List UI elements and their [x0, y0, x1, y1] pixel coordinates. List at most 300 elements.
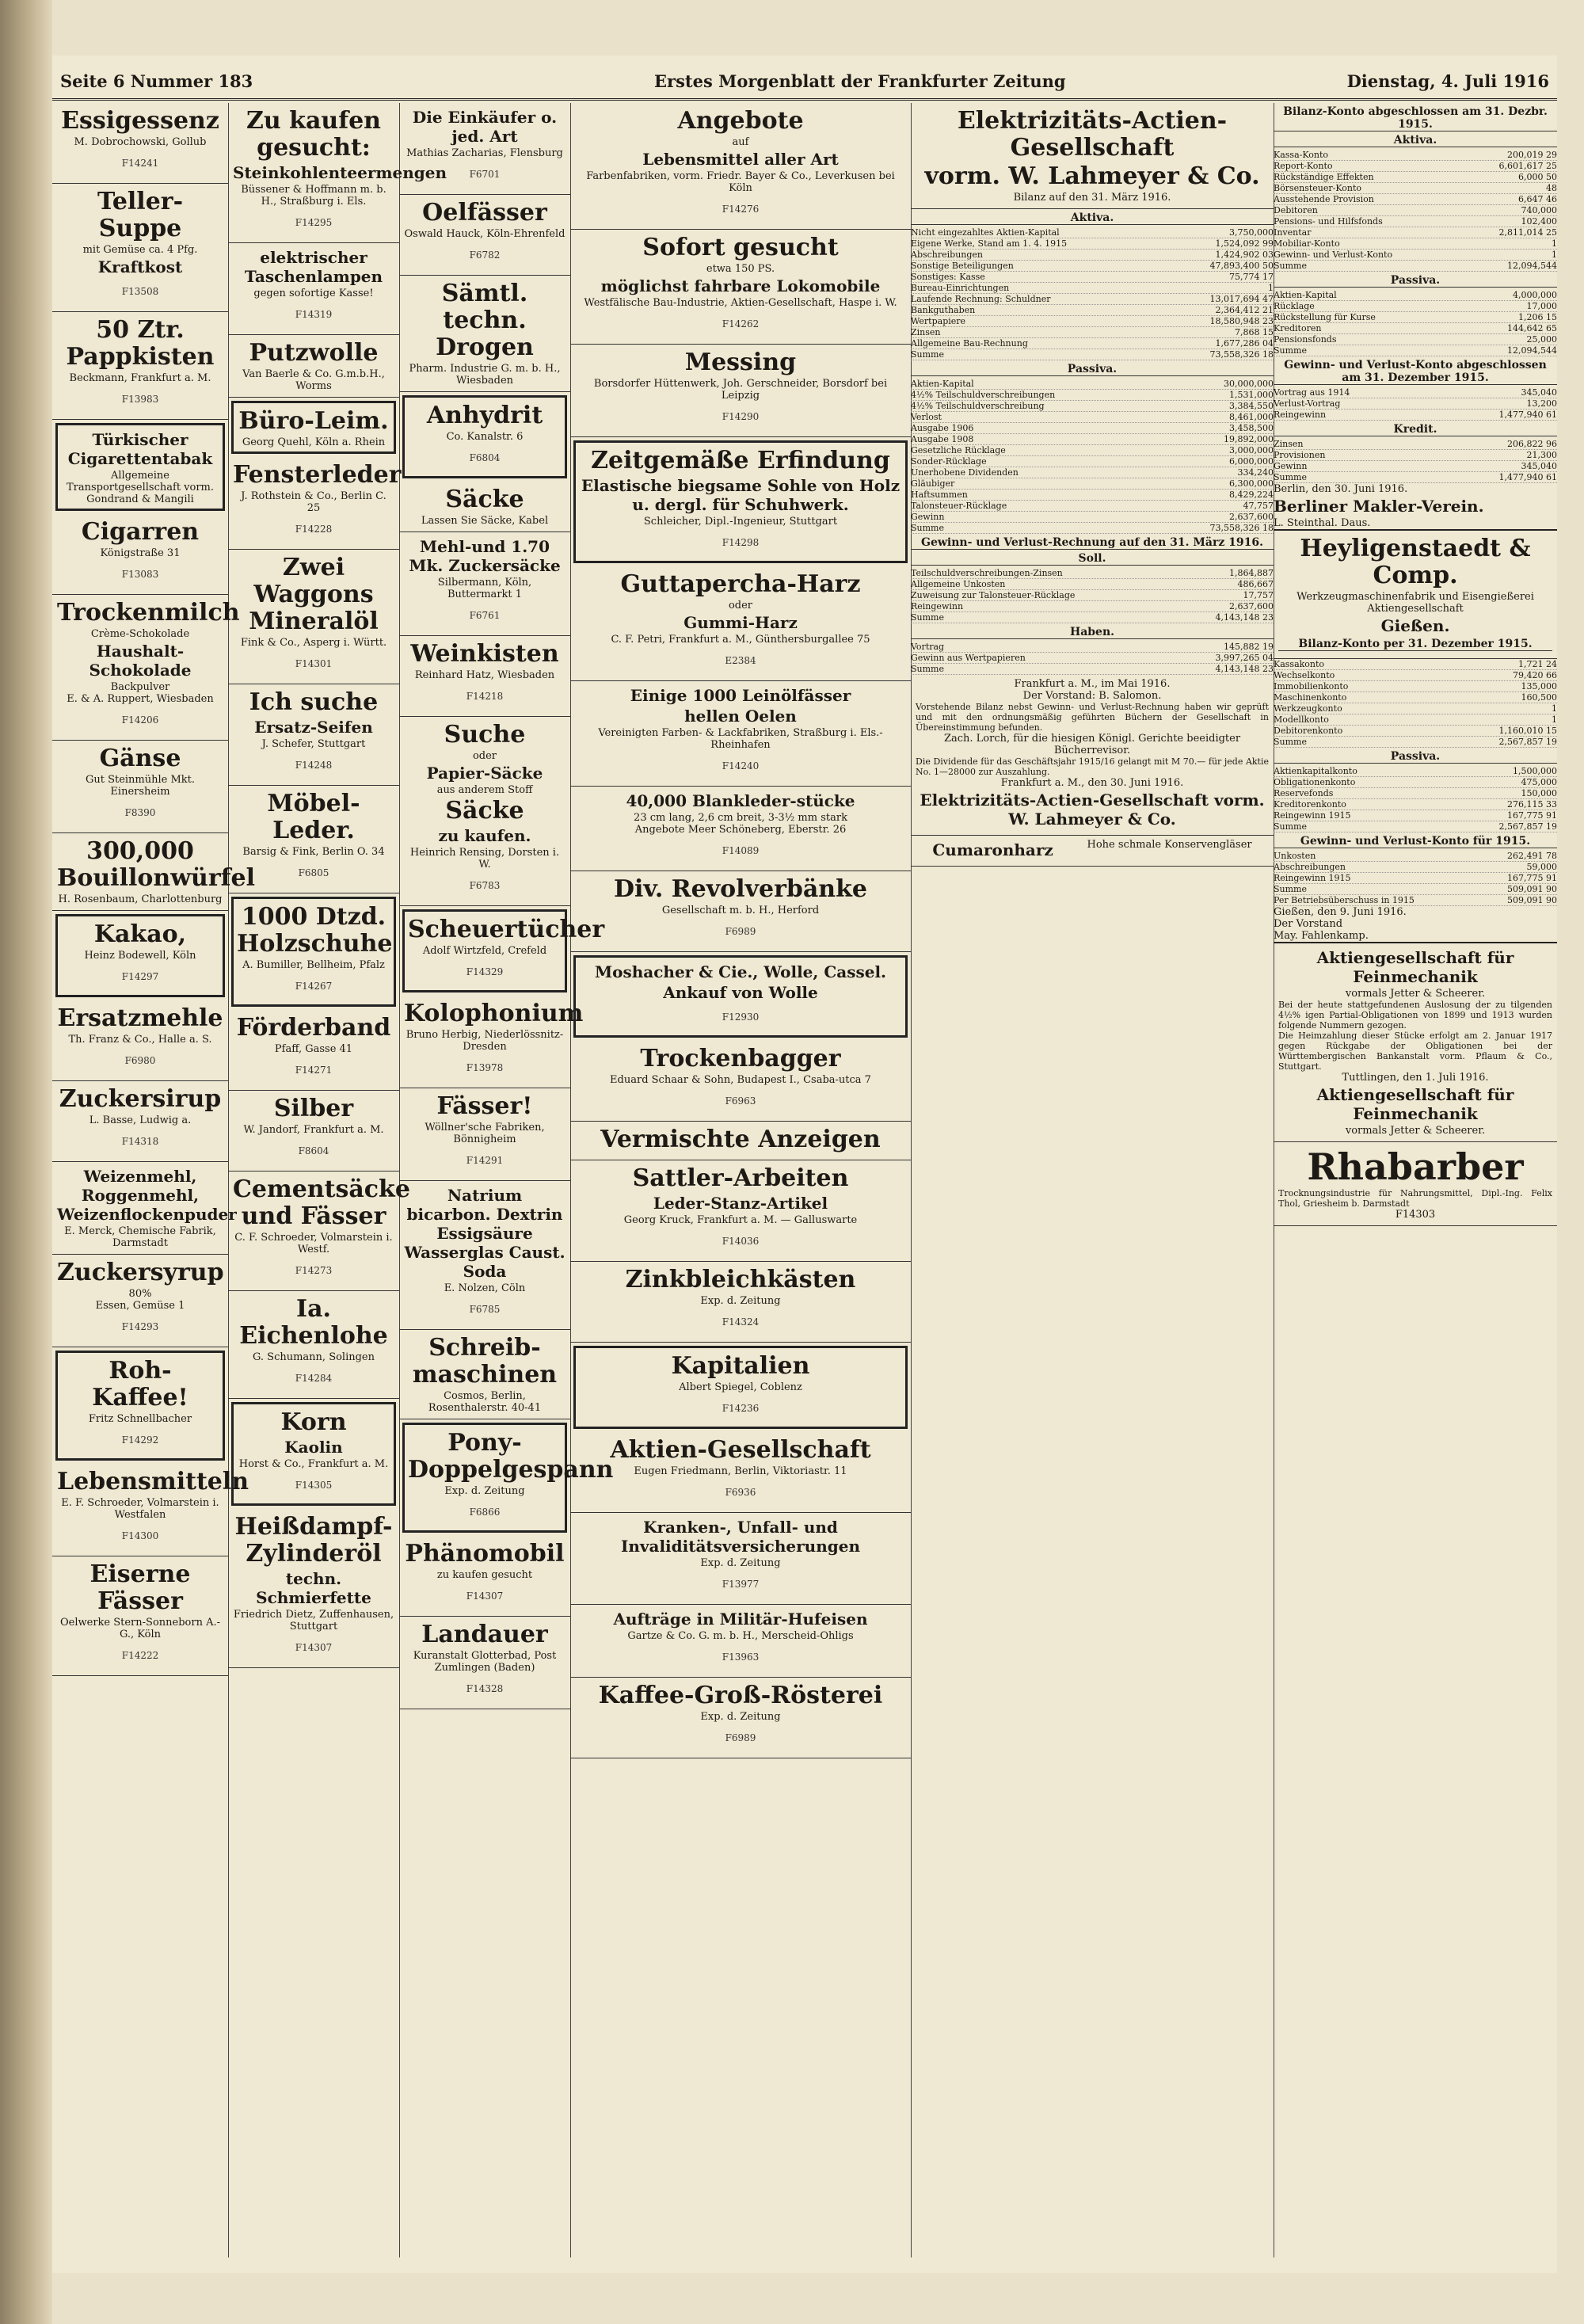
- ledger-label: Report-Konto: [1274, 161, 1333, 171]
- soll-heading: Soll.: [911, 552, 1274, 566]
- ledger-amount: 17,000: [1526, 301, 1557, 311]
- ledger-row: [1274, 345, 1557, 356]
- ad-h-text: Weinkisten: [410, 640, 559, 668]
- ad-col2-1: [228, 243, 399, 335]
- ledger-amount: 345,040: [1521, 387, 1557, 398]
- giessen-board: Der Vorstand: [1274, 918, 1343, 930]
- ad-t-text: C. F. Petri, Frankfurt a. M., Günthersburgallee 75: [611, 634, 870, 646]
- ad-h-text: Natrium bicarbon. Dextrin Essigsäure Wasserglas Caust. Soda: [404, 1186, 565, 1281]
- ledger-label: Abschreibungen: [1274, 862, 1346, 872]
- ledger-amount: 1: [1552, 250, 1557, 260]
- passiva-heading-2: Passiva.: [1274, 274, 1557, 288]
- ledger-label: Kreditoren: [1274, 323, 1322, 333]
- ledger-row: [911, 601, 1274, 612]
- company-subtitle: vorm. W. Lahmeyer & Co.: [924, 162, 1260, 190]
- ad-f-text: E2384: [725, 655, 756, 666]
- guv-rows-3: [1274, 851, 1557, 895]
- ledger-label: Aktien-Kapital: [911, 379, 974, 389]
- ledger-amount: 2,364,412 21: [1215, 305, 1274, 315]
- ad-t-text: G. Schumann, Solingen: [252, 1351, 375, 1363]
- ad-col2-11: [228, 1172, 410, 1291]
- ledger-label: Summe: [911, 523, 944, 533]
- ledger-amount: 6,000 50: [1518, 172, 1557, 182]
- ad-h-text: Vermischte Anzeigen: [600, 1126, 881, 1153]
- ad-col1-10: [52, 1081, 228, 1162]
- ledger-amount: 1,206 15: [1518, 312, 1557, 322]
- ledger-label: Summe: [911, 349, 944, 360]
- ledger-row: [1274, 387, 1557, 398]
- ledger-amount: 21,300: [1526, 450, 1557, 460]
- ledger-amount: 18,580,948 23: [1209, 316, 1274, 326]
- heyligenstaedt-title: Heyligenstaedt & Comp.: [1300, 535, 1531, 589]
- ad-col2-10: [228, 1091, 399, 1172]
- ledger-row: [1274, 659, 1557, 670]
- ad-h-text: Haushalt-Schokolade: [89, 642, 192, 680]
- ledger-amount: 2,637,600: [1229, 601, 1274, 611]
- ledger-label: Summe: [1274, 472, 1307, 482]
- ad-t-text: Angebote Meer Schöneberg, Eberstr. 26: [634, 824, 847, 836]
- ledger-label: Summe: [1274, 261, 1307, 271]
- ledger-amount: 3,000,000: [1229, 445, 1274, 455]
- ledger-amount: 2,567,857 19: [1498, 821, 1557, 832]
- ad-col2-9: [228, 1010, 399, 1091]
- ad-h-text: Silber: [273, 1095, 354, 1122]
- ad-t-text: Silbermann, Köln, Buttermarkt 1: [437, 577, 532, 600]
- ad-col4-0: [570, 103, 911, 230]
- ad-h-text: Kapitalien: [671, 1352, 810, 1380]
- column-5-lahmeyer: [911, 103, 1274, 2257]
- haben-rows-3: [1274, 895, 1557, 906]
- ad-h-text: Guttapercha-Harz: [620, 570, 861, 598]
- ad-f-text: F14248: [295, 760, 333, 771]
- ledger-label: Kassakonto: [1274, 659, 1325, 669]
- ad-t-text: E. F. Schroeder, Volmarstein i. Westfalen: [61, 1497, 219, 1521]
- ad-col3-3: [402, 395, 567, 478]
- makler-verein: Berliner Makler-Verein.: [1274, 497, 1484, 516]
- ledger-amount: 3,384,550: [1229, 401, 1274, 411]
- ad-f-text: F6866: [469, 1507, 501, 1518]
- ad-col2-3: [231, 401, 396, 454]
- ad-f-text: F14273: [295, 1265, 333, 1276]
- ad-h-text: Zu kaufen gesucht:: [246, 107, 381, 162]
- ad-t-text: Heinrich Rensing, Dorsten i. W.: [409, 847, 560, 871]
- ad-h-text: elektrischer Taschenlampen: [244, 248, 383, 286]
- ad-col1-2: [52, 312, 228, 420]
- ledger-row: [1274, 216, 1557, 227]
- ad-col4-6: [570, 787, 911, 871]
- bilanz-rows-2: [1274, 659, 1557, 748]
- ad-col2-5: [228, 550, 399, 684]
- ledger-row: [911, 316, 1274, 327]
- ad-col2-2: [228, 335, 399, 398]
- ledger-label: Ausstehende Provision: [1274, 194, 1374, 204]
- ledger-label: Teilschuldverschreibungen-Zinsen: [911, 568, 1063, 578]
- ledger-row: [911, 523, 1274, 534]
- ledger-label: Modellkonto: [1274, 714, 1329, 725]
- column-4: [570, 103, 912, 2257]
- ledger-label: Debitoren: [1274, 205, 1318, 215]
- ad-h-text: Gummi-Harz: [683, 613, 798, 632]
- ledger-label: Gewinn aus Wertpapieren: [911, 653, 1026, 663]
- ad-f-text: F14292: [121, 1434, 159, 1446]
- ad-col4-1: [570, 230, 911, 345]
- ledger-row: [1274, 398, 1557, 410]
- ad-t-text: Allgemeine Transportgesellschaft vorm. Gondrand & Mangili: [66, 470, 215, 505]
- heyligenstaedt-city: Gießen.: [1380, 616, 1450, 635]
- ad-h-text: Zuckersirup: [59, 1085, 222, 1113]
- ad-col3-12: [399, 1330, 570, 1419]
- column-3: [399, 103, 614, 2257]
- ledger-amount: 47,757: [1243, 501, 1274, 511]
- ledger-row: [911, 590, 1274, 601]
- ad-h-text: Anhydrit: [426, 402, 543, 429]
- ledger-amount: 8,461,000: [1229, 412, 1274, 422]
- ad-t-text: Büssener & Hoffmann m. b. H., Straßburg i. Els.: [241, 184, 386, 208]
- ledger-label: Bureau-Einrichtungen: [911, 283, 1010, 293]
- ad-t-text: zu kaufen gesucht: [436, 1569, 533, 1581]
- ledger-label: Gesetzliche Rücklage: [911, 445, 1006, 455]
- closing-date: Frankfurt a. M., den 30. Juni 1916.: [1000, 777, 1184, 789]
- tuttlingen-date: Tuttlingen, den 1. Juli 1916.: [1342, 1072, 1489, 1084]
- passiva-heading: Passiva.: [911, 363, 1274, 376]
- ad-t-text: Kuranstalt Glotterbad, Post Zumlingen (Baden): [413, 1650, 557, 1674]
- audit-note: Vorstehende Bilanz nebst Gewinn- und Verlust-Rechnung haben wir geprüft und mit den ordnungsmäßig geführten Büchern der Gesellschaft in Übereinstimmung befunden.: [916, 702, 1269, 733]
- ad-f-text: F14324: [722, 1316, 760, 1328]
- feinmechanik-sub-2: vormals Jetter & Scheerer.: [1345, 1125, 1486, 1137]
- ledger-row: [1274, 788, 1557, 799]
- ledger-label: Nicht eingezahltes Aktien-Kapital: [911, 227, 1060, 238]
- ad-s-text: mit Gemüse ca. 4 Pfg.: [82, 244, 198, 256]
- ledger-label: Gewinn- und Verlust-Konto: [1274, 250, 1393, 260]
- ad-h-text: Büro-Leim.: [238, 407, 389, 435]
- ad-t-text: E. Merck, Chemische Fabrik, Darmstadt: [64, 1225, 216, 1249]
- ledger-label: Kreditorenkonto: [1274, 799, 1346, 810]
- date: Dienstag, 4. Juli 1916: [1346, 71, 1549, 91]
- ad-f-text: F14222: [121, 1650, 159, 1661]
- feinmechanik-title: Aktiengesellschaft für Feinmechanik: [1316, 948, 1514, 986]
- ad-f-text: F6980: [124, 1055, 156, 1066]
- giessen-date: Gießen, den 9. Juni 1916.: [1274, 906, 1407, 918]
- konto-heading: Bilanz-Konto abgeschlossen am 31. Dezbr. 1915.: [1274, 105, 1557, 131]
- ad-t-text: Adolf Wirtzfeld, Crefeld: [422, 945, 547, 957]
- ledger-amount: 145,882 19: [1224, 642, 1274, 652]
- ledger-label: Gläubiger: [911, 478, 955, 489]
- column-6-notices: [1274, 103, 1557, 2257]
- ad-t-text: Oelwerke Stern-Sonneborn A.-G., Köln: [59, 1617, 220, 1640]
- ad-col3-8: [402, 909, 605, 992]
- ad-col3-1: [399, 195, 570, 276]
- ledger-label: Zinsen: [911, 327, 941, 337]
- ad-col3-0: [399, 103, 570, 195]
- ad-col2-0: [228, 103, 447, 243]
- ad-s-text: aus anderem Stoff: [436, 784, 533, 796]
- guv-heading-2: Gewinn- und Verlust-Konto abgeschlossen am 31. Dezember 1915.: [1274, 359, 1557, 385]
- ledger-amount: 167,775 91: [1507, 873, 1557, 883]
- company-title: Elektrizitäts-Actien-Gesellschaft: [957, 107, 1228, 162]
- ad-t-text: Oswald Hauck, Köln-Ehrenfeld: [404, 228, 565, 240]
- ad-t-text: Gut Steinmühle Mkt. Einersheim: [85, 774, 196, 798]
- ad-h-text: Säcke: [445, 486, 524, 513]
- ad-col1-8: [55, 914, 225, 997]
- ledger-row: [1274, 194, 1557, 205]
- bilanz-heading-2: Bilanz-Konto per 31. Dezember 1915.: [1278, 638, 1552, 651]
- kredit-heading: Kredit.: [1274, 423, 1557, 436]
- aktiva-rows-2: [1274, 150, 1557, 272]
- ad-h-text: Teller-Suppe: [97, 188, 184, 242]
- ledger-amount: 7,868 15: [1235, 327, 1274, 337]
- ad-h-text: Oelfässer: [422, 199, 547, 227]
- ad-f-text: F6761: [469, 610, 501, 621]
- ledger-row: [911, 434, 1274, 445]
- ledger-label: Summe: [1274, 884, 1307, 894]
- ledger-amount: 13,017,694 47: [1209, 294, 1274, 304]
- ad-h-text: 300,000 Bouillonwürfel: [57, 837, 256, 892]
- ad-f-text: F14036: [722, 1236, 760, 1247]
- ad-t-text: Gartze & Co. G. m. b. H., Merscheid-Ohligs: [627, 1630, 854, 1642]
- ledger-amount: 1: [1552, 238, 1557, 249]
- ledger-row: [1274, 873, 1557, 884]
- ad-h-text: Moshacher & Cie., Wolle, Cassel.: [594, 962, 887, 981]
- ledger-amount: 25,000: [1526, 334, 1557, 345]
- ad-h-text: Pony-Doppelgespann: [408, 1429, 614, 1484]
- ad-f-text: F6701: [469, 169, 501, 180]
- ledger-amount: 6,601,617 25: [1498, 161, 1557, 171]
- ad-t-text: Gesellschaft m. b. H., Herford: [661, 905, 820, 916]
- ad-t-text: L. Basse, Ludwig a.: [89, 1114, 192, 1126]
- ad-h-text: Lebensmitteln: [57, 1468, 249, 1495]
- ad-h-text: Kaolin: [284, 1438, 343, 1457]
- ad-h-text: Gänse: [99, 745, 181, 772]
- ledger-row: [1274, 301, 1557, 312]
- ad-h-text: Die Einkäufer o. jed. Art: [412, 108, 558, 146]
- ledger-label: Laufende Rechnung: Schuldner: [911, 294, 1051, 304]
- ad-f-text: F13508: [121, 286, 159, 297]
- ad-col3-2: [399, 276, 570, 392]
- ad-t-text: Georg Quehl, Köln a. Rhein: [242, 436, 386, 448]
- berlin-date: Berlin, den 30. Juni 1916.: [1274, 483, 1408, 495]
- ledger-row: [1274, 334, 1557, 345]
- ad-col2-14: [228, 1509, 399, 1668]
- ledger-amount: 1,531,000: [1229, 390, 1274, 400]
- ledger-amount: 6,647 46: [1518, 194, 1557, 204]
- ad-h-text: Mehl-und 1.70 Mk. Zuckersäcke: [409, 537, 561, 575]
- ledger-label: Vortrag: [911, 642, 945, 652]
- ad-h-text: Kaffee-Groß-Rösterei: [598, 1682, 883, 1709]
- ad-h-text: 50 Ztr. Pappkisten: [66, 316, 215, 371]
- ad-col1-9: [52, 1000, 228, 1081]
- ledger-label: Mobiliar-Konto: [1274, 238, 1340, 249]
- ad-f-text: F6804: [469, 452, 501, 463]
- ledger-row: [911, 653, 1274, 664]
- ad-h-text: Kraftkost: [97, 257, 183, 276]
- ad-col4-13: [573, 1346, 908, 1429]
- ledger-amount: 17,757: [1243, 590, 1274, 600]
- bottom-ads: [911, 836, 1274, 867]
- ad-s-text: etwa 150 PS.: [706, 263, 775, 275]
- ad-h-text: Lebensmittel aller Art: [642, 150, 839, 169]
- kredit-rows: [1274, 439, 1557, 483]
- ledger-row: [911, 412, 1274, 423]
- aktiva-heading: Aktiva.: [911, 211, 1274, 225]
- ledger-row: [1274, 227, 1557, 238]
- ad-h-text: Trockenmilch: [57, 599, 240, 627]
- ad-f-text: F14328: [466, 1683, 504, 1694]
- ad-f-text: F14284: [295, 1373, 333, 1384]
- ledger-amount: 2,811,014 25: [1498, 227, 1557, 238]
- ad-col3-5: [399, 532, 570, 636]
- ledger-amount: 135,000: [1521, 681, 1557, 691]
- signatories: L. Steinthal. Daus.: [1274, 517, 1371, 529]
- ad-s-text: Backpulver: [110, 681, 170, 693]
- ad-f-text: F14295: [295, 217, 333, 228]
- ledger-row: [1274, 884, 1557, 895]
- ledger-row: [1274, 238, 1557, 250]
- ad-t-text: Cosmos, Berlin, Rosenthalerstr. 40-41: [428, 1390, 542, 1414]
- ledger-row: [1274, 766, 1557, 777]
- ledger-row: [1274, 895, 1557, 906]
- ad-h-text: Kranken-, Unfall- und Invaliditätsversicherungen: [620, 1518, 860, 1556]
- ad-s-text: auf: [732, 136, 749, 148]
- ad-h-text: Putzwolle: [249, 339, 379, 367]
- ledger-label: Maschinenkonto: [1274, 692, 1347, 703]
- ledger-amount: 150,000: [1521, 788, 1557, 798]
- column-2: [228, 103, 447, 2257]
- ad-col4-14: [570, 1432, 911, 1513]
- ledger-amount: 1: [1552, 714, 1557, 725]
- ledger-row: [1274, 261, 1557, 272]
- ad-h-text: Phänomobil: [405, 1540, 565, 1568]
- ad-col4-16: [570, 1605, 911, 1678]
- ad-col4-3: [573, 440, 908, 563]
- ad-t-text: Wöllner'sche Fabriken, Bönnigheim: [425, 1122, 545, 1145]
- ledger-label: Rückständige Effekten: [1274, 172, 1374, 182]
- auditor: Zach. Lorch, für die hiesigen Königl. Gerichte beeidigter Bücherrevisor.: [943, 733, 1241, 756]
- ad-col4-17: [570, 1678, 911, 1758]
- ledger-amount: 144,642 65: [1507, 323, 1557, 333]
- ledger-label: 4½% Teilschuldverschreibungen: [911, 390, 1056, 400]
- ledger-label: Bankguthaben: [911, 305, 976, 315]
- ad-f-text: F14206: [121, 714, 159, 726]
- ledger-row: [1274, 290, 1557, 301]
- feinmechanik-title-2: Aktiengesellschaft für Feinmechanik: [1316, 1085, 1514, 1123]
- ledger-row: [911, 272, 1274, 283]
- ad-f-text: F14228: [295, 524, 333, 535]
- aktiva-rows: [911, 227, 1274, 360]
- ledger-amount: 276,115 33: [1507, 799, 1557, 810]
- ad-t-text: Borsdorfer Hüttenwerk, Joh. Gerschneider, Borsdorf bei Leipzig: [593, 378, 888, 402]
- ad-col3-7: [399, 717, 570, 906]
- ad-t-text: Georg Kruck, Frankfurt a. M. — Galluswarte: [623, 1214, 858, 1226]
- ad-t-text: Exp. d. Zeitung: [700, 1295, 781, 1307]
- ledger-row: [911, 305, 1274, 316]
- guv-heading-3: Gewinn- und Verlust-Konto für 1915.: [1274, 835, 1557, 848]
- ad-t-text: Essen, Gemüse 1: [95, 1300, 185, 1312]
- ledger-row: [1274, 410, 1557, 421]
- ledger-label: Ausgabe 1906: [911, 423, 974, 433]
- ad-f-text: F6936: [725, 1487, 756, 1498]
- ledger-amount: 59,000: [1526, 862, 1557, 872]
- ad-h-text: Steinkohlenteermengen: [233, 163, 447, 182]
- ledger-label: Summe: [1274, 821, 1307, 832]
- ledger-amount: 206,822 96: [1507, 439, 1557, 449]
- ad-f-text: F14305: [295, 1480, 333, 1491]
- ledger-amount: 1,864,887: [1229, 568, 1274, 578]
- ledger-label: Unkosten: [1274, 851, 1316, 861]
- ledger-row: [1274, 737, 1557, 748]
- ad-t-text: W. Jandorf, Frankfurt a. M.: [243, 1124, 384, 1136]
- ledger-amount: 1,721 24: [1518, 659, 1557, 669]
- ledger-label: Sonstige Beteiligungen: [911, 261, 1014, 271]
- ledger-amount: 8,429,224: [1229, 490, 1274, 500]
- ad-col3-9: [399, 996, 584, 1088]
- ad-h-text: Sofort gesucht: [642, 234, 839, 261]
- guv-heading: Gewinn- und Verlust-Rechnung auf den 31. März 1916.: [911, 536, 1274, 550]
- ad-t-text: Farbenfabriken, vorm. Friedr. Bayer & Co., Leverkusen bei Köln: [586, 170, 895, 194]
- haben-heading: Haben.: [911, 626, 1274, 639]
- page-number: Seite 6 Nummer 183: [60, 71, 253, 91]
- ledger-amount: 200,019 29: [1507, 150, 1557, 160]
- ad-h-text: Eiserne Fässer: [89, 1560, 191, 1615]
- ledger-row: [911, 401, 1274, 412]
- ledger-row: [1274, 250, 1557, 261]
- ad-t-text: Pfaff, Gasse 41: [274, 1043, 353, 1055]
- ad-s-text: Crème-Schokolade: [90, 628, 190, 640]
- giessen-names: May. Fahlenkamp.: [1274, 930, 1369, 942]
- ad-s-text: oder: [472, 750, 497, 762]
- ad-h-text: Korn: [280, 1408, 347, 1436]
- ledger-amount: 19,892,000: [1224, 434, 1274, 444]
- ad-h-text: Sämtl. techn. Drogen: [436, 280, 534, 361]
- ledger-amount: 1,424,902 03: [1215, 250, 1274, 260]
- ad-h-text: 1000 Dtzd. Holzschuhe: [237, 903, 393, 958]
- ad-col1-7: [52, 833, 256, 911]
- ad-t-text: C. F. Schroeder, Volmarstein i. Westf.: [234, 1232, 393, 1255]
- ledger-label: Gewinn: [1274, 461, 1308, 471]
- ad-h-text: Elastische biegsame Sohle von Holz u. dergl. für Schuhwerk.: [581, 476, 901, 514]
- ledger-amount: 1,677,286 04: [1215, 338, 1274, 349]
- ad-h-text: Scheuertücher: [408, 916, 605, 943]
- ad-konservenglaser: Hohe schmale Konservengläser: [1087, 839, 1252, 851]
- ledger-label: Unerhobene Dividenden: [911, 467, 1019, 478]
- passiva-heading-3: Passiva.: [1274, 750, 1557, 764]
- ledger-label: Summe: [1274, 737, 1307, 747]
- ledger-row: [911, 294, 1274, 305]
- ledger-label: Kassa-Konto: [1274, 150, 1329, 160]
- dividend-note: Die Dividende für das Geschäftsjahr 1915/16 gelangt mit M 70.— für jede Aktie No. 1—28000 zur Auszahlung.: [916, 756, 1269, 777]
- ad-h-text: techn. Schmierfette: [256, 1569, 371, 1607]
- passiva-rows: [911, 379, 1274, 534]
- statement-notes: [911, 675, 1274, 836]
- ledger-label: Vortrag aus 1914: [1274, 387, 1350, 398]
- ad-f-text: F14293: [121, 1321, 159, 1332]
- ad-h-text: zu kaufen.: [438, 826, 531, 845]
- ad-col1-15: [52, 1556, 228, 1676]
- ledger-label: Gewinn: [911, 512, 945, 522]
- ad-h-text: Ich suche: [249, 688, 379, 716]
- ledger-label: Sonder-Rücklage: [911, 456, 987, 467]
- ad-col4-10: [570, 1122, 911, 1160]
- ad-h-text: Türkischer Cigarettentabak: [67, 430, 213, 468]
- ledger-label: Wechselkonto: [1274, 670, 1335, 680]
- ledger-row: [1274, 851, 1557, 862]
- ledger-amount: 1,500,000: [1513, 766, 1557, 776]
- ad-h-text: Zwei Waggons Mineralöl: [249, 554, 379, 635]
- ad-h-text: Kolophonium: [404, 1000, 584, 1027]
- ad-col1-4: [52, 514, 228, 595]
- ledger-row: [911, 349, 1274, 360]
- ad-h-text: Essigessenz: [61, 107, 219, 135]
- ledger-amount: 6,300,000: [1229, 478, 1274, 489]
